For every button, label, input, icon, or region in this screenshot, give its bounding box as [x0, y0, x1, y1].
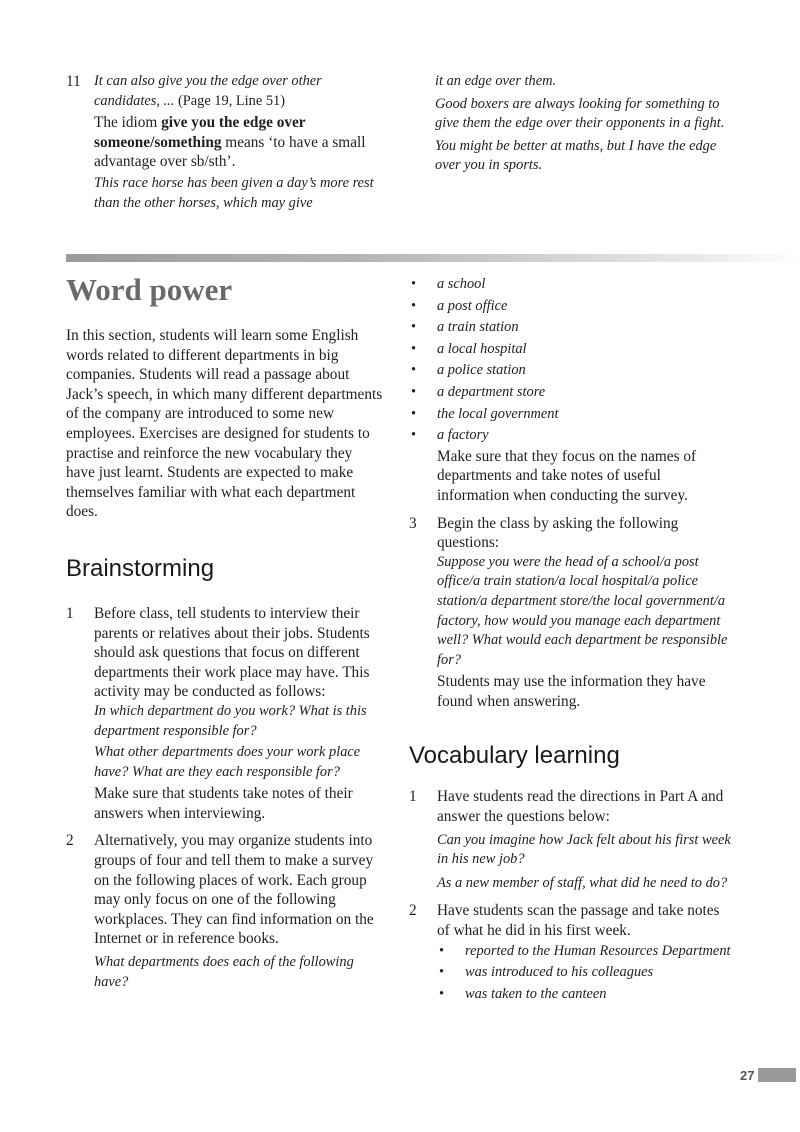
bullet-icon: • [439, 942, 445, 959]
bullet-text: a department store [437, 383, 546, 400]
place-list-item [409, 317, 731, 339]
example-sentence-continued: it an edge over them. [435, 73, 557, 89]
vocab-bullet-list [437, 941, 731, 1006]
vocab-list-item [437, 941, 731, 963]
bullet-text: a train station [437, 319, 519, 336]
intro-paragraph: In this section, students will learn some English words related to different departments in big companies. Students will read a passage about Jack’s speech, in which many different departments of the company are introduced to some new employees. Exercises are designed for students to practise and reinforce the new vocabulary they have just learnt. Students are expected to make themselves familiar with what each department does. [66, 327, 383, 521]
item-text: Alternatively, you may organize students into groups of four and tell them to make a survey on the following places of work. Each group may only focus on one of the following workplaces. They can find information on the Internet or in reference books. [94, 832, 374, 948]
place-list-item [409, 274, 731, 296]
places-list-block [409, 274, 731, 506]
bullet-icon: • [439, 964, 445, 981]
bullet-icon: • [411, 297, 417, 314]
top-left-column [66, 72, 384, 213]
bullet-icon: • [411, 340, 417, 357]
section-heading-word-power: Word power [66, 272, 233, 307]
note: Students may use the information they have found when answering. [437, 673, 706, 710]
place-list-item [409, 339, 731, 361]
question: Can you imagine how Jack felt about his first week in his new job? [437, 831, 731, 868]
bullet-text: a post office [437, 297, 508, 314]
quote: It can also give you the edge over other candidates, ... (Page 19, Line 51) [94, 73, 322, 109]
idiom-description: The idiom give you the edge over someone/something means ‘to have a small advantage over sb/sth’. [94, 114, 366, 171]
item-11 [66, 72, 384, 213]
section-divider [66, 254, 800, 262]
section-heading-brainstorming: Brainstorming [66, 554, 215, 582]
place-list-item [409, 296, 731, 318]
vocab-list-item [437, 984, 731, 1006]
page-reference: (Page 19, Line 51) [174, 92, 286, 109]
question: Suppose you were the head of a school/a post office/a train station/a local hospital/a police station/a department store/the local government/a factory, how would you manage each department well? What would each department be responsible for? [437, 553, 728, 668]
vocab-item-1 [409, 787, 731, 893]
item-text: Have students read the directions in Part A and answer the questions below: [437, 788, 724, 826]
question: As a new member of staff, what did he need to do? [437, 874, 728, 891]
question: What other departments does your work place have? What are they each responsible for? [94, 744, 361, 780]
item-number: 1 [409, 788, 417, 806]
bullet-text: a local hospital [437, 340, 527, 357]
idiom-bold: give you the edge over someone/something [94, 114, 306, 151]
top-right-column [435, 72, 735, 176]
bullet-icon: • [411, 362, 417, 379]
example-sentence: Good boxers are always looking for something to give them the edge over their opponents in a fight. [435, 95, 725, 132]
bullet-text: a school [437, 276, 486, 292]
bullet-text: the local government [437, 405, 559, 422]
item-number: 11 [66, 73, 81, 90]
bullet-text: reported to the Human Resources Department [465, 942, 731, 959]
item-number: 2 [66, 832, 74, 850]
page-number: 27 [740, 1067, 755, 1083]
bullet-text: was introduced to his colleagues [465, 964, 654, 981]
note: Make sure that students take notes of their answers when interviewing. [94, 785, 353, 822]
question: What departments does each of the following have? [94, 954, 354, 990]
note: Make sure that they focus on the names of departments and take notes of useful information when conducting the survey. [437, 447, 697, 504]
bullet-icon: • [411, 405, 417, 422]
right-column [409, 274, 731, 1005]
place-list-item [409, 382, 731, 404]
vocab-list-item [437, 962, 731, 984]
left-column [66, 272, 384, 992]
place-list-item [409, 404, 731, 426]
question: In which department do you work? What is this department responsible for? [94, 702, 367, 739]
page-number-bar [758, 1068, 796, 1082]
example-sentence: You might be better at maths, but I have the edge over you in sports. [435, 137, 717, 174]
places-list [409, 274, 731, 447]
item-number: 1 [66, 604, 74, 622]
bullet-icon: • [439, 985, 445, 1002]
bullet-icon: • [411, 427, 417, 444]
brainstorm-item-2 [66, 831, 384, 992]
bullet-text: a police station [437, 362, 526, 379]
bullet-icon: • [411, 276, 417, 292]
vocab-item-2 [409, 901, 731, 1005]
brainstorm-item-3 [409, 514, 731, 712]
item-text: Begin the class by asking the following questions: [437, 514, 679, 552]
bullet-text: a factory [437, 427, 489, 444]
item-text: Before class, tell students to interview their parents or relatives about their jobs. Students should ask questions that focus on different departments their work place may have. This activity may be conducted as follows: [94, 604, 370, 701]
bullet-text: was taken to the canteen [465, 985, 607, 1002]
place-list-item [409, 360, 731, 382]
item-number: 2 [409, 902, 417, 920]
page-footer [740, 1066, 796, 1084]
item-text: Have students scan the passage and take notes of what he did in his first week. [437, 902, 720, 940]
bullet-icon: • [411, 319, 417, 336]
item-number: 3 [409, 514, 417, 532]
example-sentence: This race horse has been given a day’s more rest than the other horses, which may give [94, 174, 374, 211]
brainstorm-item-1 [66, 604, 384, 824]
bullet-icon: • [411, 383, 417, 400]
section-heading-vocabulary-learning: Vocabulary learning [409, 742, 620, 770]
place-list-item [409, 425, 731, 447]
